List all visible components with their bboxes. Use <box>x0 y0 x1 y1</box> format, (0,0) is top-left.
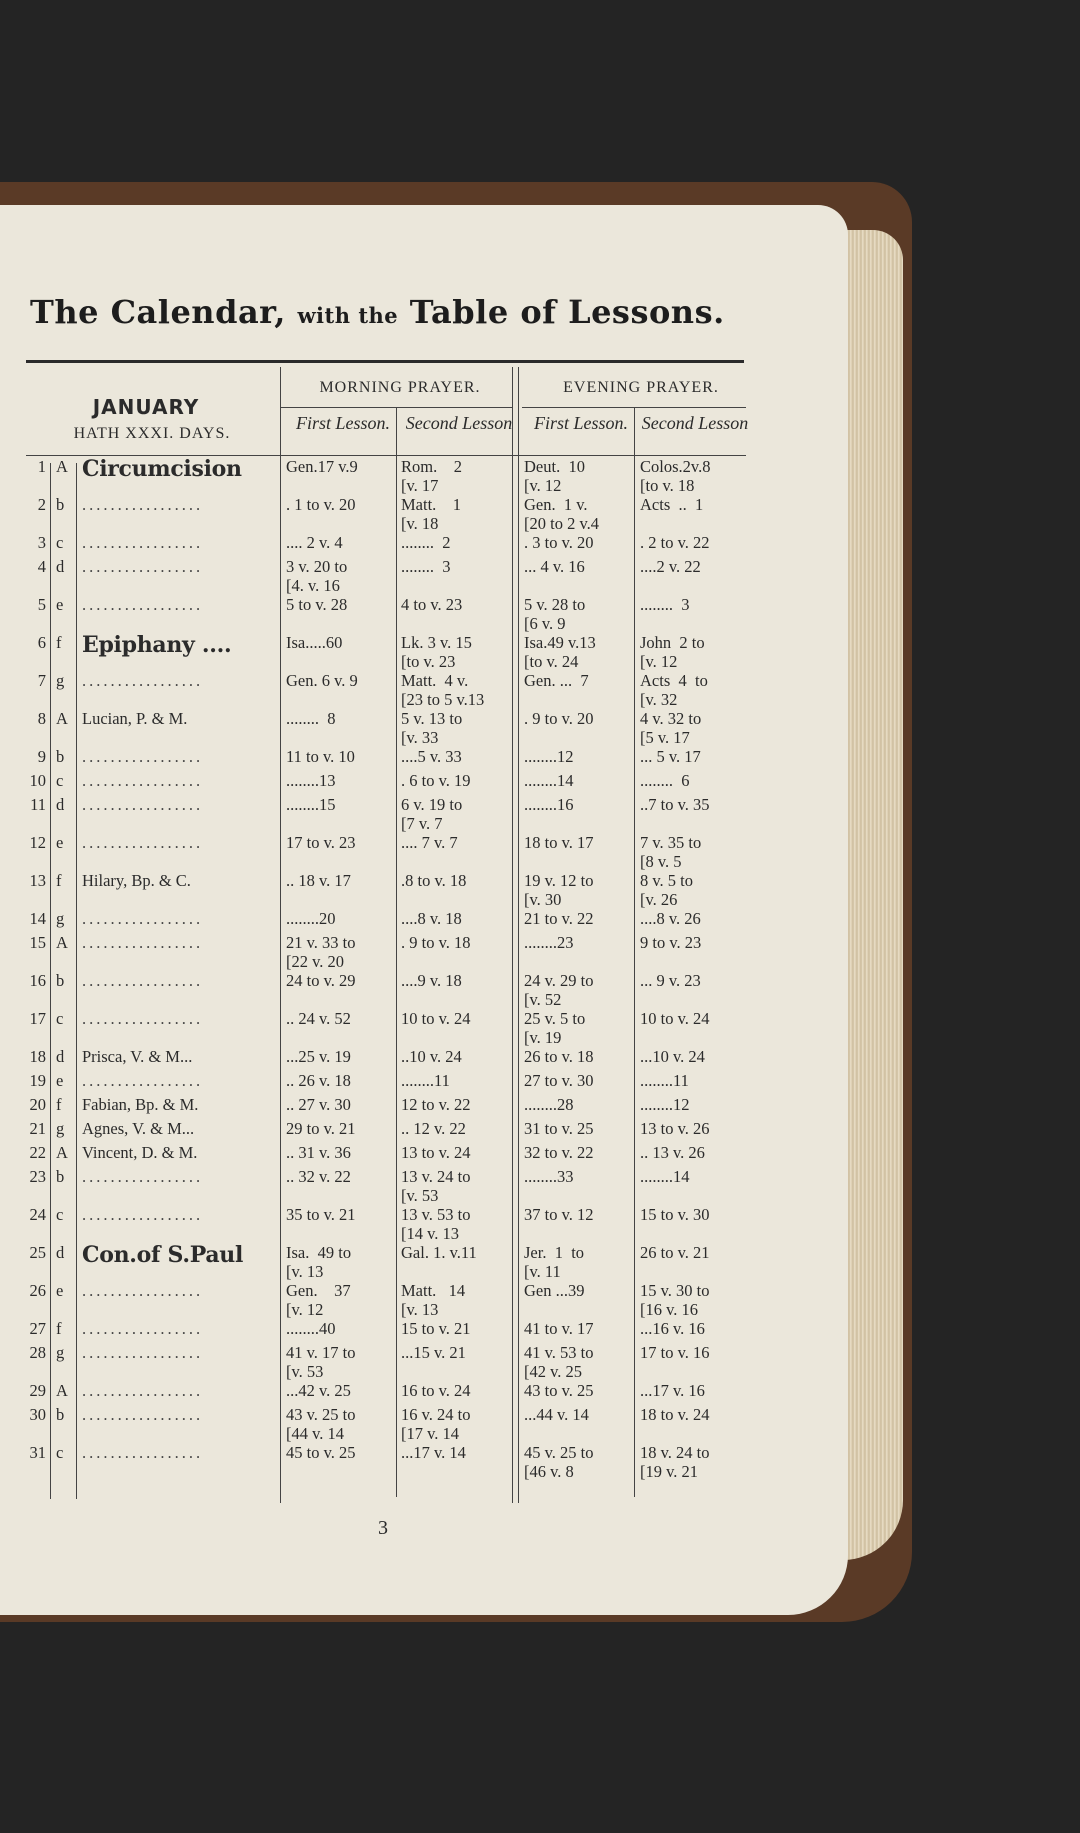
calendar-row <box>26 1281 746 1319</box>
day-number: 8 <box>37 709 46 728</box>
morning-first-lesson: 11 to v. 10 <box>286 747 355 766</box>
dominical-letter: g <box>56 909 65 928</box>
days-heading: HATH XXXI. DAYS. <box>73 425 231 442</box>
feast-name: ................. <box>82 1319 204 1338</box>
morning-first-lesson: ........40 <box>286 1319 336 1338</box>
feast-name: ................. <box>82 595 204 614</box>
dominical-letter: A <box>56 457 68 476</box>
morning-first-lesson: ........20 <box>286 909 336 928</box>
morning-first-lesson-heading: First Lesson. <box>295 413 391 433</box>
dominical-letter: e <box>56 1071 64 1090</box>
calendar-row <box>26 671 746 709</box>
dominical-letter: c <box>56 1009 64 1028</box>
feast-name: ................. <box>82 1443 204 1462</box>
evening-first-lesson: 19 v. 12 to [v. 30 <box>524 871 594 909</box>
day-number: 29 <box>29 1381 46 1400</box>
dominical-letter: g <box>56 1343 65 1362</box>
feast-name: ................. <box>82 795 204 814</box>
feast-name: ................. <box>82 833 204 852</box>
day-number: 24 <box>29 1205 46 1224</box>
evening-first-lesson: Gen ...39 <box>524 1281 585 1300</box>
evening-second-lesson: ....2 v. 22 <box>640 557 701 576</box>
evening-second-lesson: 15 to v. 30 <box>640 1205 710 1224</box>
morning-first-lesson: 41 v. 17 to [v. 53 <box>286 1343 356 1381</box>
day-number: 11 <box>30 795 46 814</box>
morning-first-lesson: . 1 to v. 20 <box>286 495 356 514</box>
dominical-letter: c <box>56 1205 64 1224</box>
dominical-letter: d <box>56 1243 65 1262</box>
morning-second-lesson: 15 to v. 21 <box>401 1319 471 1338</box>
morning-first-lesson: 29 to v. 21 <box>286 1119 356 1138</box>
evening-first-lesson: 41 to v. 17 <box>524 1319 594 1338</box>
evening-first-lesson: 31 to v. 25 <box>524 1119 594 1138</box>
evening-second-lesson: 10 to v. 24 <box>640 1009 710 1028</box>
evening-first-lesson: 43 to v. 25 <box>524 1381 594 1400</box>
evening-first-lesson: Gen. ... 7 <box>524 671 589 690</box>
evening-first-lesson: Gen. 1 v. [20 to 2 v.4 <box>524 495 600 533</box>
morning-first-lesson: 43 v. 25 to [44 v. 14 <box>286 1405 356 1443</box>
feast-name: ................. <box>82 909 204 928</box>
dominical-letter: d <box>56 795 65 814</box>
morning-first-lesson: 24 to v. 29 <box>286 971 356 990</box>
evening-first-lesson: ........33 <box>524 1167 574 1186</box>
morning-second-lesson: ...15 v. 21 <box>401 1343 466 1362</box>
calendar-row <box>26 871 746 909</box>
day-number: 12 <box>29 833 46 852</box>
day-number: 13 <box>29 871 46 890</box>
day-number: 22 <box>29 1143 46 1162</box>
feast-name: Con.of S.Paul <box>82 1243 244 1267</box>
evening-second-lesson: 18 v. 24 to [19 v. 21 <box>640 1443 710 1481</box>
day-number: 14 <box>29 909 46 928</box>
evening-second-lesson: 15 v. 30 to [16 v. 16 <box>640 1281 710 1319</box>
dominical-letter: f <box>56 871 62 890</box>
morning-first-lesson: Gen.17 v.9 <box>286 457 358 476</box>
morning-first-lesson: .. 24 v. 52 <box>286 1009 351 1028</box>
morning-second-lesson: 16 v. 24 to [17 v. 14 <box>401 1405 471 1443</box>
evening-first-lesson: 18 to v. 17 <box>524 833 594 852</box>
morning-first-lesson: Gen. 6 v. 9 <box>286 671 358 690</box>
feast-name: Hilary, Bp. & C. <box>82 871 191 890</box>
dominical-letter: d <box>56 557 65 576</box>
morning-first-lesson: ...25 v. 19 <box>286 1047 351 1066</box>
evening-first-lesson: 25 v. 5 to [v. 19 <box>524 1009 586 1047</box>
feast-name: ................. <box>82 771 204 790</box>
feast-name: ................. <box>82 1071 204 1090</box>
day-number: 4 <box>37 557 46 576</box>
calendar-row <box>26 1243 746 1281</box>
morning-first-lesson: .. 32 v. 22 <box>286 1167 351 1186</box>
evening-first-lesson: Isa.49 v.13 [to v. 24 <box>524 633 596 671</box>
evening-first-lesson: 45 v. 25 to [46 v. 8 <box>524 1443 594 1481</box>
dominical-letter: b <box>56 495 65 514</box>
morning-first-lesson: ........15 <box>286 795 336 814</box>
title-main: The Calendar, <box>30 293 286 331</box>
day-number: 23 <box>29 1167 46 1186</box>
evening-second-lesson: ........14 <box>640 1167 690 1186</box>
feast-name: ................. <box>82 1281 204 1300</box>
morning-first-lesson: 21 v. 33 to [22 v. 20 <box>286 933 356 971</box>
dominical-letter: d <box>56 1047 65 1066</box>
morning-second-lesson: ........11 <box>401 1071 450 1090</box>
feast-name: Fabian, Bp. & M. <box>82 1095 199 1114</box>
evening-first-lesson: ........16 <box>524 795 574 814</box>
morning-second-lesson: 13 v. 24 to [v. 53 <box>401 1167 471 1205</box>
feast-name: ................. <box>82 747 204 766</box>
day-number: 27 <box>29 1319 46 1338</box>
feast-name: Circumcision <box>82 457 242 481</box>
morning-second-lesson: Gal. 1. v.11 <box>401 1243 477 1262</box>
day-number: 20 <box>29 1095 46 1114</box>
evening-first-lesson: 5 v. 28 to [6 v. 9 <box>524 595 586 633</box>
morning-first-lesson: 35 to v. 21 <box>286 1205 356 1224</box>
morning-first-lesson: .. 18 v. 17 <box>286 871 351 890</box>
calendar-row <box>26 1343 746 1381</box>
morning-first-lesson: .. 31 v. 36 <box>286 1143 351 1162</box>
evening-first-lesson: 24 v. 29 to [v. 52 <box>524 971 594 1009</box>
calendar-row <box>26 557 746 595</box>
morning-second-lesson: ...17 v. 14 <box>401 1443 466 1462</box>
evening-first-lesson: Deut. 10 [v. 12 <box>524 457 585 495</box>
dominical-letter: A <box>56 933 68 952</box>
morning-second-lesson: 12 to v. 22 <box>401 1095 471 1114</box>
evening-first-lesson: 32 to v. 22 <box>524 1143 594 1162</box>
calendar-row <box>26 595 746 633</box>
dominical-letter: g <box>56 671 65 690</box>
evening-second-lesson: ........12 <box>640 1095 690 1114</box>
evening-second-lesson: Acts 4 to [v. 32 <box>640 671 708 709</box>
dominical-letter: f <box>56 1095 62 1114</box>
feast-name: ................. <box>82 1405 204 1424</box>
feast-name: ................. <box>82 933 204 952</box>
day-number: 28 <box>29 1343 46 1362</box>
feast-name: ................. <box>82 1381 204 1400</box>
dominical-letter: f <box>56 1319 62 1338</box>
evening-first-lesson: 21 to v. 22 <box>524 909 594 928</box>
morning-second-lesson: ..10 v. 24 <box>401 1047 462 1066</box>
dominical-letter: f <box>56 633 62 652</box>
dominical-letter: b <box>56 1167 65 1186</box>
morning-second-lesson: 13 to v. 24 <box>401 1143 471 1162</box>
day-number: 26 <box>29 1281 46 1300</box>
calendar-page <box>0 205 848 1615</box>
morning-second-lesson: Matt. 4 v. [23 to 5 v.13 <box>401 671 485 709</box>
morning-second-lesson: .8 to v. 18 <box>401 871 467 890</box>
dominical-letter: g <box>56 1119 65 1138</box>
evening-second-lesson-heading: Second Lesson <box>641 413 749 433</box>
day-number: 10 <box>29 771 46 790</box>
feast-name: Vincent, D. & M. <box>82 1143 198 1162</box>
morning-second-lesson: Lk. 3 v. 15 [to v. 23 <box>401 633 472 671</box>
evening-first-lesson: 27 to v. 30 <box>524 1071 594 1090</box>
evening-second-lesson: .. 13 v. 26 <box>640 1143 705 1162</box>
dominical-letter: c <box>56 1443 64 1462</box>
evening-second-lesson: 26 to v. 21 <box>640 1243 710 1262</box>
evening-second-lesson: 13 to v. 26 <box>640 1119 710 1138</box>
morning-first-lesson: .. 27 v. 30 <box>286 1095 351 1114</box>
feast-name: ................. <box>82 671 204 690</box>
day-number: 21 <box>29 1119 46 1138</box>
day-number: 15 <box>29 933 46 952</box>
day-number: 6 <box>37 633 46 652</box>
evening-first-lesson: ........12 <box>524 747 574 766</box>
morning-first-lesson: 3 v. 20 to [4. v. 16 <box>286 557 348 595</box>
evening-first-lesson: Jer. 1 to [v. 11 <box>524 1243 585 1281</box>
feast-name: ................. <box>82 557 204 576</box>
title-with: with the <box>297 303 399 328</box>
evening-second-lesson: 18 to v. 24 <box>640 1405 710 1424</box>
evening-second-lesson: 7 v. 35 to [8 v. 5 <box>640 833 702 871</box>
evening-first-lesson: 26 to v. 18 <box>524 1047 594 1066</box>
day-number: 16 <box>29 971 46 990</box>
day-number: 5 <box>37 595 46 614</box>
day-number: 9 <box>37 747 46 766</box>
month-heading: JANUARY <box>92 395 200 419</box>
evening-second-lesson: ........11 <box>640 1071 689 1090</box>
morning-first-lesson: ........13 <box>286 771 336 790</box>
evening-second-lesson: ... 9 v. 23 <box>640 971 701 990</box>
day-number: 1 <box>37 457 46 476</box>
morning-second-lesson: 13 v. 53 to [14 v. 13 <box>401 1205 471 1243</box>
page-title <box>30 293 750 331</box>
morning-second-lesson: Matt. 1 [v. 18 <box>401 495 462 533</box>
calendar-row <box>26 495 746 533</box>
morning-first-lesson: Isa. 49 to [v. 13 <box>286 1243 352 1281</box>
morning-second-lesson: .. 12 v. 22 <box>401 1119 466 1138</box>
header-bottom-rule <box>26 455 746 456</box>
evening-first-lesson: ........28 <box>524 1095 574 1114</box>
evening-second-lesson: 9 to v. 23 <box>640 933 702 952</box>
morning-second-lesson: 6 v. 19 to [7 v. 7 <box>401 795 463 833</box>
calendar-row <box>26 633 746 671</box>
feast-name: ................. <box>82 1009 204 1028</box>
calendar-row <box>26 971 746 1009</box>
evening-first-lesson: ........14 <box>524 771 574 790</box>
dominical-letter: b <box>56 971 65 990</box>
evening-second-lesson: ...17 v. 16 <box>640 1381 705 1400</box>
feast-name: ................. <box>82 1343 204 1362</box>
evening-first-lesson: ... 4 v. 16 <box>524 557 585 576</box>
day-number: 7 <box>37 671 46 690</box>
morning-first-lesson: ...42 v. 25 <box>286 1381 351 1400</box>
morning-second-lesson: ....8 v. 18 <box>401 909 462 928</box>
evening-second-lesson: 4 v. 32 to [5 v. 17 <box>640 709 702 747</box>
calendar-row <box>26 1009 746 1047</box>
evening-second-lesson: ..7 to v. 35 <box>640 795 710 814</box>
day-number: 18 <box>29 1047 46 1066</box>
morning-second-lesson: ........ 2 <box>401 533 451 552</box>
evening-first-lesson-heading: First Lesson. <box>533 413 629 433</box>
morning-first-lesson: Isa.....60 <box>286 633 343 652</box>
morning-first-lesson: 45 to v. 25 <box>286 1443 356 1462</box>
calendar-row <box>26 1167 746 1205</box>
page-number: 3 <box>378 1517 388 1539</box>
evening-second-lesson: ....8 v. 26 <box>640 909 701 928</box>
morning-second-lesson: 5 v. 13 to [v. 33 <box>401 709 463 747</box>
morning-second-lesson: 10 to v. 24 <box>401 1009 471 1028</box>
dominical-letter: b <box>56 747 65 766</box>
calendar-row <box>26 795 746 833</box>
evening-second-lesson: John 2 to [v. 12 <box>640 633 705 671</box>
feast-name: Prisca, V. & M... <box>82 1047 193 1066</box>
evening-first-lesson: ...44 v. 14 <box>524 1405 589 1424</box>
calendar-row <box>26 1405 746 1443</box>
calendar-row <box>26 1205 746 1243</box>
evening-second-lesson: . 2 to v. 22 <box>640 533 710 552</box>
feast-name: ................. <box>82 971 204 990</box>
morning-first-lesson: .... 2 v. 4 <box>286 533 343 552</box>
evening-first-lesson: 37 to v. 12 <box>524 1205 594 1224</box>
evening-first-lesson: 41 v. 53 to [42 v. 25 <box>524 1343 594 1381</box>
feast-name: ................. <box>82 1205 204 1224</box>
evening-second-lesson: ... 5 v. 17 <box>640 747 701 766</box>
evening-first-lesson: ........23 <box>524 933 574 952</box>
dominical-letter: e <box>56 595 64 614</box>
evening-first-lesson: . 3 to v. 20 <box>524 533 594 552</box>
dominical-letter: b <box>56 1405 65 1424</box>
day-number: 3 <box>37 533 46 552</box>
morning-first-lesson: Gen. 37 [v. 12 <box>286 1281 351 1319</box>
morning-second-lesson: Matt. 14 [v. 13 <box>401 1281 466 1319</box>
dominical-letter: c <box>56 771 64 790</box>
evening-first-lesson: . 9 to v. 20 <box>524 709 594 728</box>
morning-first-lesson: .. 26 v. 18 <box>286 1071 351 1090</box>
evening-second-lesson: Colos.2v.8 [to v. 18 <box>640 457 711 495</box>
dominical-letter: e <box>56 833 64 852</box>
morning-first-lesson: 17 to v. 23 <box>286 833 356 852</box>
dominical-letter: e <box>56 1281 64 1300</box>
dominical-letter: A <box>56 709 68 728</box>
morning-second-lesson: . 9 to v. 18 <box>401 933 471 952</box>
title-end: Table of Lessons. <box>409 293 725 331</box>
morning-first-lesson: 5 to v. 28 <box>286 595 348 614</box>
day-number: 2 <box>37 495 46 514</box>
day-number: 17 <box>29 1009 46 1028</box>
calendar-row <box>26 833 746 871</box>
calendar-row <box>26 457 746 495</box>
morning-second-lesson-heading: Second Lesson <box>405 413 513 433</box>
morning-second-lesson: 16 to v. 24 <box>401 1381 471 1400</box>
feast-name: ................. <box>82 495 204 514</box>
evening-second-lesson: ........ 6 <box>640 771 690 790</box>
dominical-letter: A <box>56 1143 68 1162</box>
feast-name: ................. <box>82 533 204 552</box>
day-number: 19 <box>29 1071 46 1090</box>
feast-name: Lucian, P. & M. <box>82 709 188 728</box>
morning-second-lesson: ........ 3 <box>401 557 451 576</box>
morning-prayer-heading: MORNING PRAYER. <box>319 379 481 396</box>
evening-second-lesson: ........ 3 <box>640 595 690 614</box>
evening-second-lesson: Acts .. 1 <box>640 495 704 514</box>
morning-second-lesson: ....9 v. 18 <box>401 971 462 990</box>
evening-prayer-heading: EVENING PRAYER. <box>563 379 719 396</box>
evening-second-lesson: 17 to v. 16 <box>640 1343 710 1362</box>
title-rule <box>26 360 744 363</box>
day-number: 31 <box>29 1443 46 1462</box>
morning-second-lesson: .... 7 v. 7 <box>401 833 458 852</box>
calendar-row <box>26 709 746 747</box>
calendar-row <box>26 1443 746 1481</box>
feast-name: Epiphany .... <box>82 633 232 657</box>
dominical-letter: A <box>56 1381 68 1400</box>
feast-name: Agnes, V. & M... <box>82 1119 195 1138</box>
day-number: 25 <box>29 1243 46 1262</box>
morning-first-lesson: ........ 8 <box>286 709 336 728</box>
feast-name: ................. <box>82 1167 204 1186</box>
morning-second-lesson: Rom. 2 [v. 17 <box>401 457 462 495</box>
morning-second-lesson: . 6 to v. 19 <box>401 771 471 790</box>
calendar-row <box>26 933 746 971</box>
evening-second-lesson: 8 v. 5 to [v. 26 <box>640 871 694 909</box>
morning-second-lesson: ....5 v. 33 <box>401 747 462 766</box>
day-number: 30 <box>29 1405 46 1424</box>
dominical-letter: c <box>56 533 64 552</box>
morning-second-lesson: 4 to v. 23 <box>401 595 463 614</box>
evening-second-lesson: ...10 v. 24 <box>640 1047 705 1066</box>
evening-second-lesson: ...16 v. 16 <box>640 1319 705 1338</box>
